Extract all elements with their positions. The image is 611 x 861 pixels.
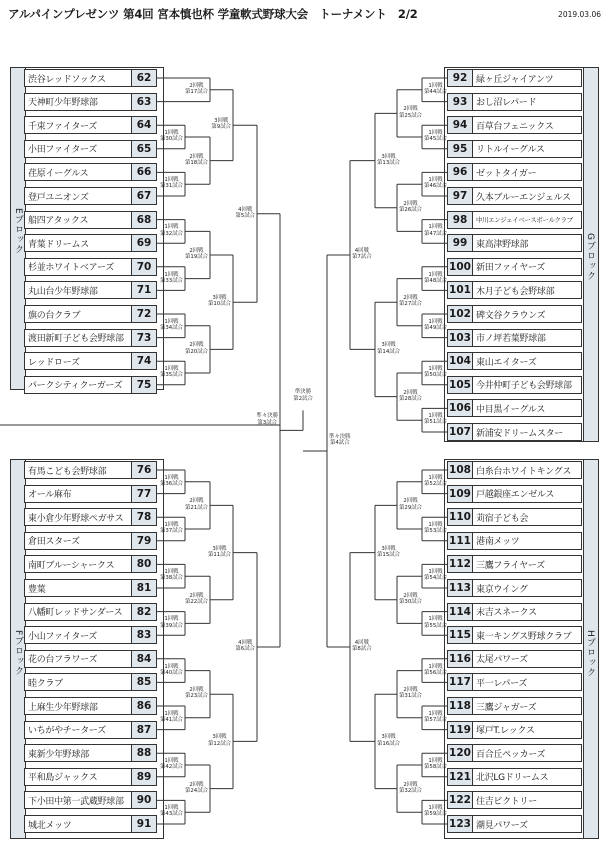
team-entry: [24, 650, 157, 668]
team-name: 東山エイターズ: [476, 357, 537, 368]
match-label: 2回戦 第29試合: [399, 498, 423, 511]
team-entry: [447, 485, 582, 503]
match-label: 1回戦 第48試合: [424, 271, 448, 284]
match-label: 4回戦 第7試合: [352, 248, 372, 261]
team-entry: [447, 508, 582, 526]
team-entry: [447, 234, 582, 252]
match-label: 1回戦 第37試合: [159, 522, 183, 535]
team-name: いちがやチーターズ: [28, 726, 106, 737]
team-number: 92: [448, 70, 473, 86]
team-entry: [447, 211, 582, 229]
team-number: 70: [131, 259, 156, 275]
match-label: 3回戦 第14試合: [377, 342, 401, 355]
team-entry: [24, 485, 157, 503]
match-label: 1回戦 第44試合: [424, 82, 448, 95]
team-number: 101: [448, 282, 473, 298]
team-number: 84: [131, 651, 156, 667]
team-name: 花の台フラワーズ: [28, 655, 98, 666]
team-name: 北沢LGドリームス: [476, 773, 549, 784]
match-label: 1回戦 第47試合: [424, 224, 448, 237]
match-label: 3回戦 第9試合: [211, 118, 231, 131]
team-name: 塚戸T.レックス: [476, 726, 535, 737]
team-number: 118: [448, 698, 473, 714]
match-label: 2回戦 第21試合: [184, 498, 208, 511]
team-entry: [24, 234, 157, 252]
team-entry: [24, 532, 157, 550]
tournament-title: アルパインプレゼンツ 第4回 宮本慎也杯 学童軟式野球大会 トーナメント 2/2: [8, 7, 418, 21]
team-entry: [24, 815, 157, 833]
team-number: 89: [131, 769, 156, 785]
team-entry: [24, 187, 157, 205]
team-name: 末吉スネークス: [476, 608, 537, 619]
match-label: 1回戦 第42試合: [159, 758, 183, 771]
match-label: 2回戦 第32試合: [399, 781, 423, 794]
match-label: 3回戦 第15試合: [377, 545, 401, 558]
match-label: 2回戦 第17試合: [184, 82, 208, 95]
team-name: 新田ファイヤーズ: [476, 263, 545, 274]
match-label: 1回戦 第56試合: [424, 663, 448, 676]
match-label: 1回戦 第31試合: [159, 177, 183, 190]
team-number: 96: [448, 164, 473, 180]
match-label: 3回戦 第13試合: [377, 153, 401, 166]
team-entry: [24, 603, 157, 621]
team-entry: [24, 697, 157, 715]
match-label: 1回戦 第35試合: [159, 366, 183, 379]
team-entry: [24, 461, 157, 479]
team-number: 74: [131, 353, 156, 369]
match-label: 2回戦 第18試合: [184, 153, 208, 166]
team-entry: [447, 140, 582, 158]
team-number: 102: [448, 306, 473, 322]
match-label: 1回戦 第53試合: [424, 522, 448, 535]
team-entry: [24, 673, 157, 691]
team-entry: [447, 768, 582, 786]
team-entry: [24, 305, 157, 323]
team-number: 107: [448, 424, 473, 440]
team-number: 112: [448, 556, 473, 572]
team-name: 丸山台少年野球部: [28, 286, 98, 297]
team-name: 市ノ坪若葉野球部: [476, 334, 546, 345]
team-entry: [447, 423, 582, 441]
team-number: 85: [131, 674, 156, 690]
team-name: 旗の台クラブ: [28, 310, 81, 321]
team-name: 千束ファイターズ: [28, 121, 97, 132]
team-name: 有馬こども会野球部: [28, 466, 107, 477]
team-name: 今井仲町子ども会野球部: [476, 381, 572, 392]
team-name: 渡田新町子ども会野球部: [28, 334, 124, 345]
block-h-label: Hブロック: [585, 630, 595, 678]
team-name: リトルイーグルス: [476, 145, 545, 156]
team-name: 東京ウイング: [476, 584, 528, 595]
team-entry: [447, 579, 582, 597]
match-label: 1回戦 第33試合: [159, 271, 183, 284]
team-entry: [24, 791, 157, 809]
match-label: 2回戦 第19試合: [184, 248, 208, 261]
match-label: 1回戦 第39試合: [159, 616, 183, 629]
team-entry: [24, 93, 157, 111]
team-name: 東新少年野球部: [28, 749, 89, 760]
team-entry: [447, 376, 582, 394]
team-entry: [447, 258, 582, 276]
team-number: 120: [448, 745, 473, 761]
team-entry: [447, 116, 582, 134]
match-label: 1回戦 第43試合: [159, 805, 183, 818]
team-number: 117: [448, 674, 473, 690]
match-label: 1回戦 第55試合: [424, 616, 448, 629]
team-name: 南町ブルーシャークス: [28, 560, 115, 571]
match-label: 1回戦 第54試合: [424, 569, 448, 582]
match-label: 2回戦 第25試合: [399, 106, 423, 119]
team-entry: [447, 791, 582, 809]
match-label: 4回戦 第5試合: [235, 206, 255, 219]
team-name: 中川エンジェイベースボールクラブ: [476, 216, 573, 225]
team-name: パークシティクーガーズ: [28, 381, 123, 392]
team-name: 小田ファイターズ: [28, 145, 97, 156]
match-label: 2回戦 第20試合: [184, 342, 208, 355]
team-entry: [24, 258, 157, 276]
team-number: 63: [131, 94, 156, 110]
team-entry: [24, 69, 157, 87]
team-number: 115: [448, 627, 473, 643]
match-label: 1回戦 第51試合: [424, 413, 448, 426]
block-f-label: Fブロック: [13, 630, 23, 677]
block-g-label: Gブロック: [585, 233, 595, 281]
team-name: 登戸ユニオンズ: [28, 192, 89, 203]
match-label: 準々決勝 第4試合: [329, 434, 351, 447]
team-name: 住吉ビクトリー: [476, 796, 537, 807]
match-label: 1回戦 第46試合: [424, 177, 448, 190]
team-number: 122: [448, 792, 473, 808]
team-name: 上麻生少年野球部: [28, 702, 98, 713]
team-name: 戸越銀座エンゼルス: [476, 490, 555, 501]
team-number: 97: [448, 188, 473, 204]
match-label: 4回戦 第8試合: [352, 640, 372, 653]
team-entry: [24, 721, 157, 739]
team-name: 苅宿子ども会: [476, 513, 529, 524]
match-label: 2回戦 第24試合: [184, 781, 208, 794]
team-number: 114: [448, 604, 473, 620]
match-label: 1回戦 第45試合: [424, 130, 448, 143]
team-name: 睦クラブ: [28, 678, 63, 689]
team-entry: [447, 305, 582, 323]
team-name: 東小倉少年野球ペガサス: [28, 513, 124, 524]
block-e-label: Eブロック: [13, 208, 23, 255]
team-number: 77: [131, 486, 156, 502]
team-number: 66: [131, 164, 156, 180]
team-entry: [447, 744, 582, 762]
team-number: 86: [131, 698, 156, 714]
team-entry: [447, 69, 582, 87]
team-name: 豊葉: [28, 584, 46, 595]
match-label: 1回戦 第59試合: [424, 805, 448, 818]
match-label: 1回戦 第41試合: [159, 710, 183, 723]
match-label: 3回戦 第12試合: [207, 734, 231, 747]
team-entry: [447, 603, 582, 621]
team-number: 109: [448, 486, 473, 502]
team-name: 東一キングス野球クラブ: [476, 631, 572, 642]
team-number: 121: [448, 769, 473, 785]
match-label: 1回戦 第30試合: [159, 130, 183, 143]
match-label: 準決勝 第2試合: [293, 389, 313, 402]
match-label: 1回戦 第57試合: [424, 710, 448, 723]
match-label: 準々決勝 第3試合: [256, 413, 278, 426]
team-entry: [447, 815, 582, 833]
team-number: 100: [448, 259, 473, 275]
match-label: 3回戦 第10試合: [207, 295, 231, 308]
team-entry: [447, 673, 582, 691]
match-label: 3回戦 第16試合: [377, 734, 401, 747]
team-name: 新浦安ドリームスター: [476, 428, 564, 439]
team-name: おし沼レパード: [476, 98, 537, 109]
team-entry: [24, 116, 157, 134]
team-number: 91: [131, 816, 156, 832]
team-number: 116: [448, 651, 473, 667]
team-entry: [447, 532, 582, 550]
team-number: 105: [448, 377, 473, 393]
team-entry: [24, 744, 157, 762]
team-entry: [24, 555, 157, 573]
team-entry: [24, 626, 157, 644]
match-label: 1回戦 第38試合: [159, 569, 183, 582]
team-name: 潮見パワーズ: [476, 820, 528, 831]
team-number: 104: [448, 353, 473, 369]
team-name: 渋谷レッドソックス: [28, 74, 106, 85]
match-label: 2回戦 第26試合: [399, 200, 423, 213]
team-name: 船四アタックス: [28, 216, 89, 227]
team-name: 八幡町レッドサンダース: [28, 608, 123, 619]
team-number: 106: [448, 400, 473, 416]
team-entry: [447, 187, 582, 205]
team-name: 平一レパーズ: [476, 678, 528, 689]
team-number: 123: [448, 816, 473, 832]
team-number: 65: [131, 141, 156, 157]
team-number: 108: [448, 462, 473, 478]
team-number: 99: [448, 235, 473, 251]
team-name: 城北メッツ: [28, 820, 72, 831]
match-label: 1回戦 第36試合: [159, 474, 183, 487]
team-entry: [24, 329, 157, 347]
team-name: 三鷹ジャガーズ: [476, 702, 537, 713]
team-number: 103: [448, 330, 473, 346]
team-number: 64: [131, 117, 156, 133]
match-label: 1回戦 第40試合: [159, 663, 183, 676]
match-label: 2回戦 第31試合: [399, 687, 423, 700]
match-label: 2回戦 第28試合: [399, 389, 423, 402]
team-number: 72: [131, 306, 156, 322]
team-name: オール麻布: [28, 490, 72, 501]
team-number: 90: [131, 792, 156, 808]
team-number: 82: [131, 604, 156, 620]
team-number: 67: [131, 188, 156, 204]
team-number: 87: [131, 722, 156, 738]
match-label: 2回戦 第30試合: [399, 592, 423, 605]
team-number: 78: [131, 509, 156, 525]
team-number: 110: [448, 509, 473, 525]
team-name: 碑文谷クラウンズ: [476, 310, 546, 321]
match-label: 2回戦 第23試合: [184, 687, 208, 700]
team-number: 98: [448, 212, 473, 228]
team-entry: [447, 93, 582, 111]
team-entry: [24, 163, 157, 181]
team-entry: [447, 399, 582, 417]
team-entry: [24, 352, 157, 370]
team-number: 111: [448, 533, 473, 549]
team-name: 港南メッツ: [476, 537, 520, 548]
team-entry: [447, 461, 582, 479]
team-number: 94: [448, 117, 473, 133]
team-number: 88: [131, 745, 156, 761]
team-name: 天神町少年野球部: [28, 98, 98, 109]
team-name: 青葉ドリームス: [28, 239, 89, 250]
team-name: 久本ブルーエンジェルス: [476, 192, 571, 203]
team-name: ゼットタイガー: [476, 168, 537, 179]
match-label: 4回戦 第6試合: [235, 640, 255, 653]
team-entry: [24, 211, 157, 229]
team-number: 119: [448, 722, 473, 738]
team-name: 杉並ホワイトベアーズ: [28, 263, 115, 274]
match-label: 1回戦 第49試合: [424, 318, 448, 331]
team-number: 73: [131, 330, 156, 346]
team-entry: [447, 626, 582, 644]
team-number: 93: [448, 94, 473, 110]
team-entry: [447, 281, 582, 299]
team-name: レッドローズ: [28, 357, 80, 368]
team-number: 113: [448, 580, 473, 596]
team-entry: [447, 721, 582, 739]
match-label: 1回戦 第34試合: [159, 318, 183, 331]
team-name: 百草台フェニックス: [476, 121, 554, 132]
team-entry: [447, 163, 582, 181]
team-entry: [24, 768, 157, 786]
team-entry: [447, 650, 582, 668]
team-name: 木月子ども会野球部: [476, 286, 555, 297]
team-number: 81: [131, 580, 156, 596]
team-name: 荏原イーグルス: [28, 168, 89, 179]
team-entry: [24, 281, 157, 299]
team-entry: [24, 140, 157, 158]
team-name: 百合丘ペッカーズ: [476, 749, 546, 760]
team-name: 倉田スターズ: [28, 537, 80, 548]
team-name: 東高津野球部: [476, 239, 529, 250]
team-name: 平和島ジャックス: [28, 773, 98, 784]
team-entry: [24, 508, 157, 526]
team-number: 62: [131, 70, 156, 86]
match-label: 2回戦 第27試合: [399, 295, 423, 308]
team-number: 68: [131, 212, 156, 228]
team-number: 76: [131, 462, 156, 478]
team-name: 三鷹フライヤーズ: [476, 560, 545, 571]
team-entry: [447, 329, 582, 347]
team-number: 71: [131, 282, 156, 298]
team-name: 白糸台ホワイトキングス: [476, 466, 572, 477]
match-label: 2回戦 第22試合: [184, 592, 208, 605]
team-name: 太尾パワーズ: [476, 655, 528, 666]
team-number: 83: [131, 627, 156, 643]
team-number: 79: [131, 533, 156, 549]
match-label: 3回戦 第11試合: [207, 545, 231, 558]
team-number: 80: [131, 556, 156, 572]
match-label: 1回戦 第52試合: [424, 474, 448, 487]
team-name: 中目黒イーグルス: [476, 404, 546, 415]
match-label: 1回戦 第50試合: [424, 366, 448, 379]
team-number: 95: [448, 141, 473, 157]
team-number: 69: [131, 235, 156, 251]
team-entry: [447, 555, 582, 573]
team-entry: [447, 352, 582, 370]
team-entry: [24, 376, 157, 394]
team-entry: [447, 697, 582, 715]
team-number: 75: [131, 377, 156, 393]
date-label: 2019.03.06: [558, 10, 601, 19]
team-entry: [24, 579, 157, 597]
team-name: 小山ファイターズ: [28, 631, 97, 642]
match-label: 1回戦 第58試合: [424, 758, 448, 771]
team-name: 下小田中第一武蔵野球部: [28, 796, 124, 807]
team-name: 緑ヶ丘ジャイアンツ: [476, 74, 554, 85]
match-label: 1回戦 第32試合: [159, 224, 183, 237]
